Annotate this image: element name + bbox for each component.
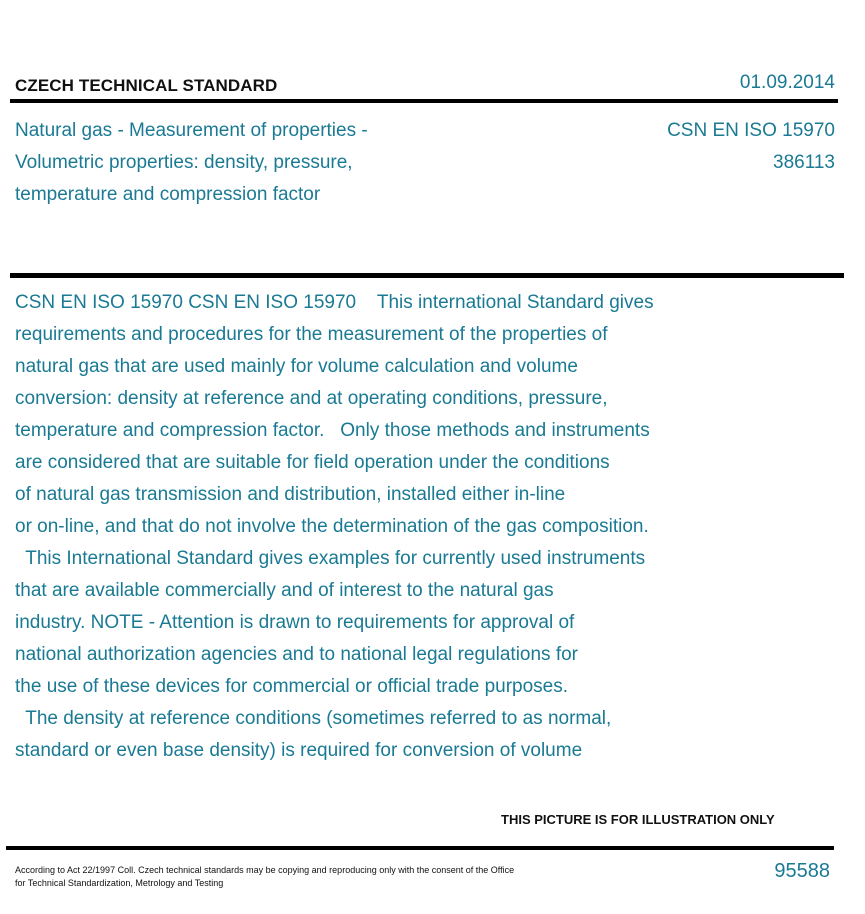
abstract-line: This International Standard gives examples for currently used instruments [15,548,646,569]
standard-code: CSN EN ISO 15970 [667,120,835,141]
abstract-line: or on-line, and that do not involve the determination of the gas composition. [15,516,649,537]
abstract-line: CSN EN ISO 15970 CSN EN ISO 15970 This international Standard gives [15,292,654,313]
document-number: 95588 [774,860,830,882]
abstract-line: national authorization agencies and to national legal regulations for [15,644,579,665]
abstract-line: the use of these devices for commercial or official trade purposes. [15,676,569,697]
abstract-text [15,287,654,767]
header-divider [10,99,838,103]
abstract-line: that are available commercially and of interest to the natural gas [15,580,554,601]
legal-line: According to Act 22/1997 Coll. Czech technical standards may be copying and reproducing only with the consent of the Office [15,865,515,875]
abstract-line: industry. NOTE - Attention is drawn to requirements for approval of [15,612,575,633]
illustration-notice: THIS PICTURE IS FOR ILLUSTRATION ONLY [501,812,775,827]
standard-title [15,115,368,211]
legal-line: for Technical Standardization, Metrology and Testing [15,878,224,888]
footer-divider [6,846,834,850]
title-line: Volumetric properties: density, pressure, [15,152,353,173]
abstract-line: The density at reference conditions (sometimes referred to as normal, [15,708,612,729]
abstract-line: natural gas that are used mainly for volume calculation and volume [15,356,578,377]
standard-codes [667,115,835,179]
title-line: Natural gas - Measurement of properties - [15,120,368,141]
abstract-line: of natural gas transmission and distribution, installed either in-line [15,484,566,505]
publication-date: 01.09.2014 [739,72,835,93]
title-line: temperature and compression factor [15,184,321,205]
title-divider [10,273,844,278]
legal-notice [15,864,514,890]
abstract-line: requirements and procedures for the measurement of the properties of [15,324,608,345]
abstract-line: are considered that are suitable for field operation under the conditions [15,452,610,473]
abstract-line: conversion: density at reference and at operating conditions, pressure, [15,388,608,409]
abstract-line: standard or even base density) is required for conversion of volume [15,740,583,761]
abstract-line: temperature and compression factor. Only those methods and instruments [15,420,650,441]
class-number: 386113 [773,152,835,173]
document-type-heading: CZECH TECHNICAL STANDARD [15,76,278,95]
